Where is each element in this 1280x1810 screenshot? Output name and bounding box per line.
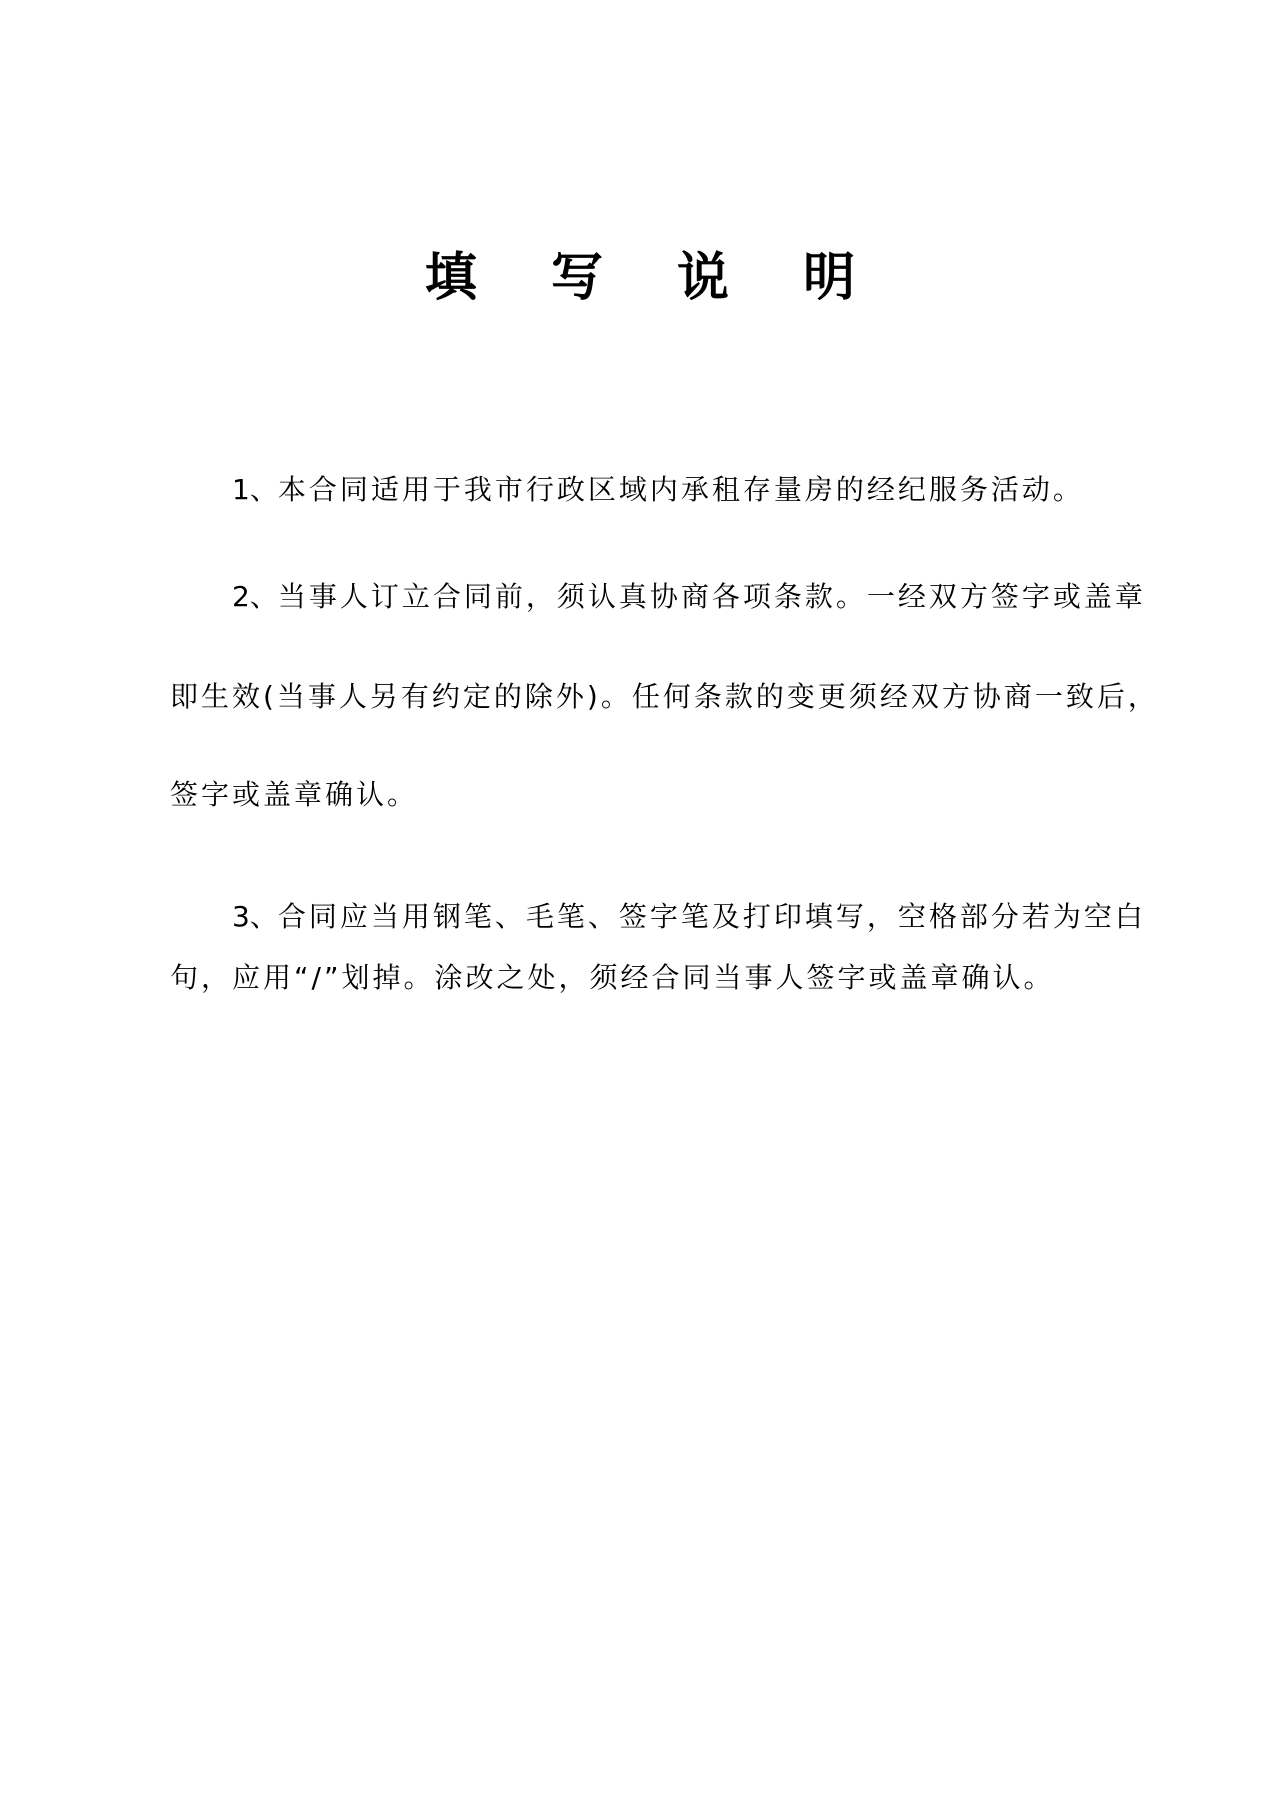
item-text-line: 即生效(当事人另有约定的除外)。任何条款的变更须经双方协商一致后，: [170, 680, 1159, 713]
instruction-item-2: [232, 577, 1146, 617]
instruction-item-1: [232, 470, 1084, 510]
item-text-line: 签字或盖章确认。: [170, 778, 419, 811]
item-text-line: 句，应用“/”划掉。涂改之处，须经合同当事人签字或盖章确认。: [170, 961, 1055, 994]
item-text-line: 合同应当用钢笔、毛笔、签字笔及打印填写，空格部分若为空白: [277, 900, 1146, 933]
instruction-item-3: [232, 897, 1146, 937]
item-number: 1、: [232, 473, 278, 506]
item-number: 2、: [232, 580, 278, 613]
instruction-item-2-continued: [170, 677, 1159, 717]
instruction-item-2-continued: [170, 775, 418, 815]
instruction-item-3-continued: [170, 958, 1054, 998]
item-text-line: 本合同适用于我市行政区域内承租存量房的经纪服务活动。: [277, 473, 1084, 506]
item-text-line: 当事人订立合同前，须认真协商各项条款。一经双方签字或盖章: [277, 580, 1146, 613]
item-number: 3、: [232, 900, 278, 933]
page-title: 填 写 说 明: [424, 248, 884, 308]
